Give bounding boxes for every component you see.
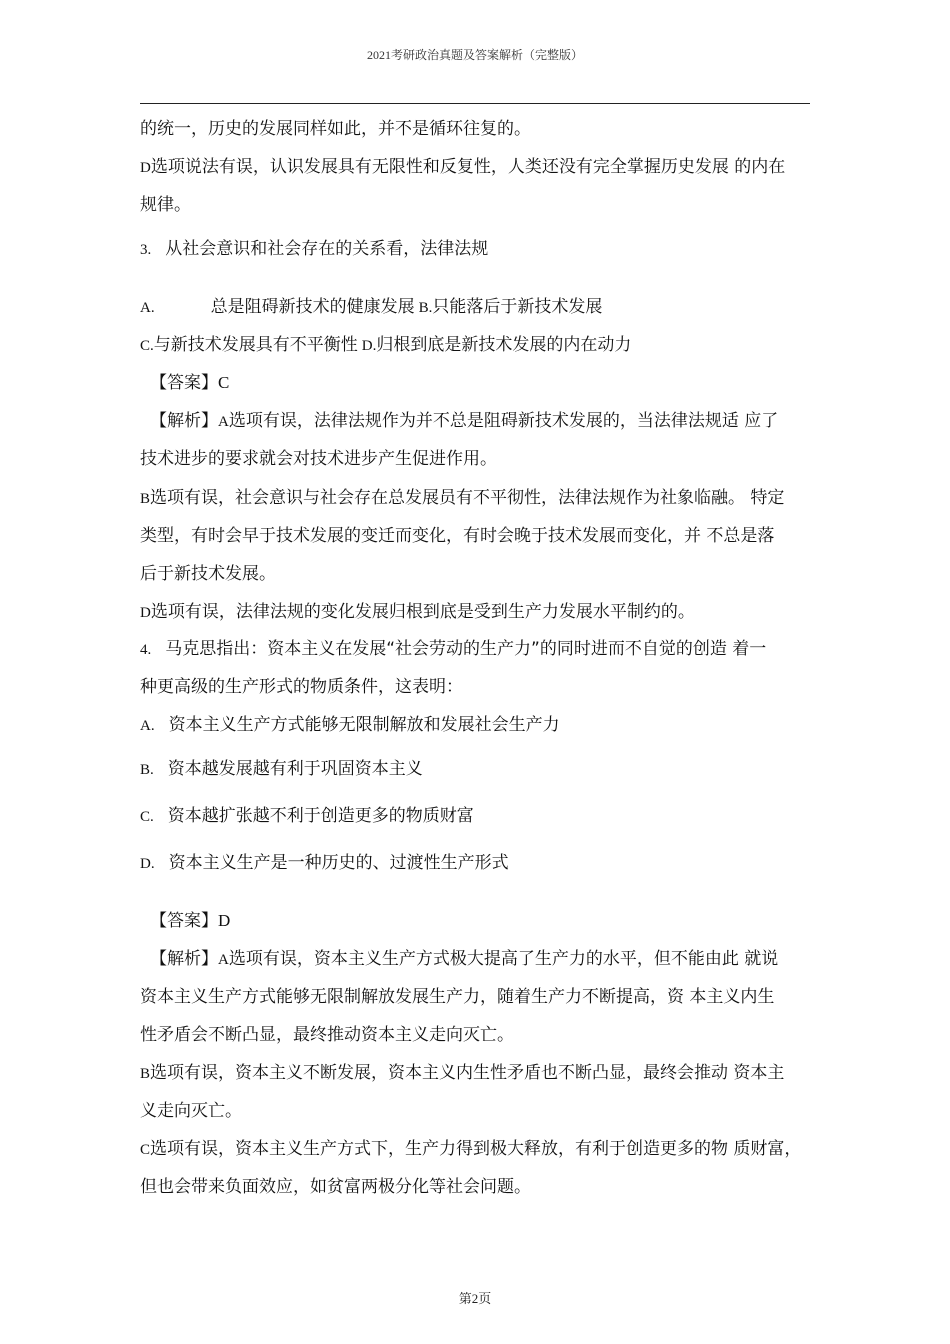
option-label: C	[140, 1142, 151, 1158]
q4-analysis-a	[150, 947, 830, 972]
q2-analysis-line	[140, 117, 820, 141]
q4-stem	[140, 637, 820, 662]
header-divider	[140, 103, 810, 104]
answer-label: 【答案】	[150, 911, 218, 931]
text: 的统一，历史的发展同样如此，并不是循环往复的。	[140, 119, 531, 139]
answer-value: D	[218, 911, 231, 930]
text: 类型，有时会早于技术发展的变迁而变化，有时会晚于技术发展而变化，并 不总是落	[140, 526, 775, 546]
option-label: A.	[140, 718, 155, 734]
q3-answer	[150, 371, 830, 395]
option-label: A	[218, 414, 229, 430]
q4-option-b	[140, 757, 820, 782]
question-number: 4.	[140, 642, 152, 658]
option-c-text: 与新技术发展具有不平衡性	[153, 335, 358, 355]
q3-options-cd	[140, 333, 820, 358]
q2-analysis-d-line-2	[140, 193, 820, 217]
q4-analysis-a-2	[140, 985, 820, 1009]
option-a-text: 总是阻碍新技术的健康发展	[210, 297, 415, 317]
text: 性矛盾会不断凸显，最终推动资本主义走向灭亡。	[140, 1025, 514, 1045]
q4-stem-2	[140, 675, 820, 699]
q4-option-d	[140, 851, 820, 876]
question-text: 从社会意识和社会存在的关系看，法律法规	[165, 239, 489, 259]
question-text: 马克思指出：资本主义在发展“社会劳动的生产力”的同时进而不自觉的创造 着一	[165, 639, 767, 659]
page-number: 第2页	[458, 1291, 492, 1306]
option-d-text: 归根到底是新技术发展的内在动力	[376, 335, 632, 355]
q3-options-ab	[140, 295, 820, 320]
option-label: A	[218, 952, 229, 968]
q3-analysis-a	[150, 409, 830, 434]
option-a-text: 资本主义生产方式能够无限制解放和发展社会生产力	[168, 715, 560, 735]
option-label: C.	[140, 809, 154, 825]
q3-stem	[140, 237, 820, 262]
q3-analysis-a-2	[140, 447, 820, 471]
q4-analysis-c	[140, 1137, 820, 1162]
q3-analysis-b	[140, 486, 820, 511]
text: 选项说法有误，认识发展具有无限性和反复性，人类还没有完全掌握历史发展 的内在	[150, 157, 786, 177]
q3-analysis-b-2	[140, 524, 820, 548]
text: 技术进步的要求就会对技术进步产生促进作用。	[140, 449, 497, 469]
text: 选项有误，法律法规的变化发展归根到底是受到生产力发展水平制约的。	[150, 602, 695, 622]
text: 选项有误，资本主义生产方式下，生产力得到极大释放，有利于创造更多的物 质财富，	[150, 1139, 802, 1159]
q4-analysis-b	[140, 1061, 820, 1086]
text: 后于新技术发展。	[140, 564, 276, 584]
q4-option-a	[140, 713, 820, 738]
q3-analysis-d	[140, 600, 820, 625]
text: 选项有误，法律法规作为并不总是阻碍新技术发展的，当法律法规适 应了	[228, 411, 779, 431]
option-b-text: 只能落后于新技术发展	[432, 297, 603, 317]
q4-analysis-b-2	[140, 1099, 820, 1123]
analysis-label: 【解析】	[150, 949, 218, 969]
q4-option-c	[140, 804, 820, 829]
q2-analysis-d-line	[140, 155, 820, 180]
text: 选项有误，资本主义生产方式极大提高了生产力的水平，但不能由此 就说	[228, 949, 779, 969]
q3-analysis-b-3	[140, 562, 820, 586]
option-c-text: 资本越扩张越不利于创造更多的物质财富	[167, 806, 474, 826]
option-label: B	[140, 491, 151, 507]
page-header-title: 2021考研政治真题及答案解析（完整版）	[366, 48, 583, 62]
option-label: A.	[140, 300, 155, 316]
q4-analysis-c-2	[140, 1175, 820, 1199]
option-label: B.	[418, 300, 433, 316]
question-text: 种更高级的生产形式的物质条件，这表明：	[140, 677, 463, 697]
q4-analysis-a-3	[140, 1023, 820, 1047]
option-label: D.	[140, 856, 155, 872]
option-label: B	[140, 1066, 151, 1082]
answer-value: C	[218, 373, 230, 392]
text: 但也会带来负面效应，如贫富两极分化等社会问题。	[140, 1177, 531, 1197]
q4-answer	[150, 909, 830, 933]
text: 规律。	[140, 195, 191, 215]
analysis-label: 【解析】	[150, 411, 218, 431]
option-label: C.	[140, 338, 154, 354]
question-number: 3.	[140, 242, 152, 258]
text: 选项有误，资本主义不断发展，资本主义内生性矛盾也不断凸显，最终会推动 资本主	[150, 1063, 785, 1083]
option-label: D	[140, 605, 151, 621]
option-b-text: 资本越发展越有利于巩固资本主义	[167, 759, 423, 779]
option-label: D	[140, 160, 151, 176]
option-label: D.	[361, 338, 377, 354]
text: 资本主义生产方式能够无限制解放发展生产力，随着生产力不断提高，资 本主义内生	[140, 987, 775, 1007]
option-label: B.	[140, 762, 154, 778]
answer-label: 【答案】	[150, 373, 218, 393]
option-d-text: 资本主义生产是一种历史的、过渡性生产形式	[168, 853, 509, 873]
text: 义走向灭亡。	[140, 1101, 242, 1121]
text: 选项有误，社会意识与社会存在总发展员有不平彻性，法律法规作为社象临融。 特定	[150, 488, 785, 508]
